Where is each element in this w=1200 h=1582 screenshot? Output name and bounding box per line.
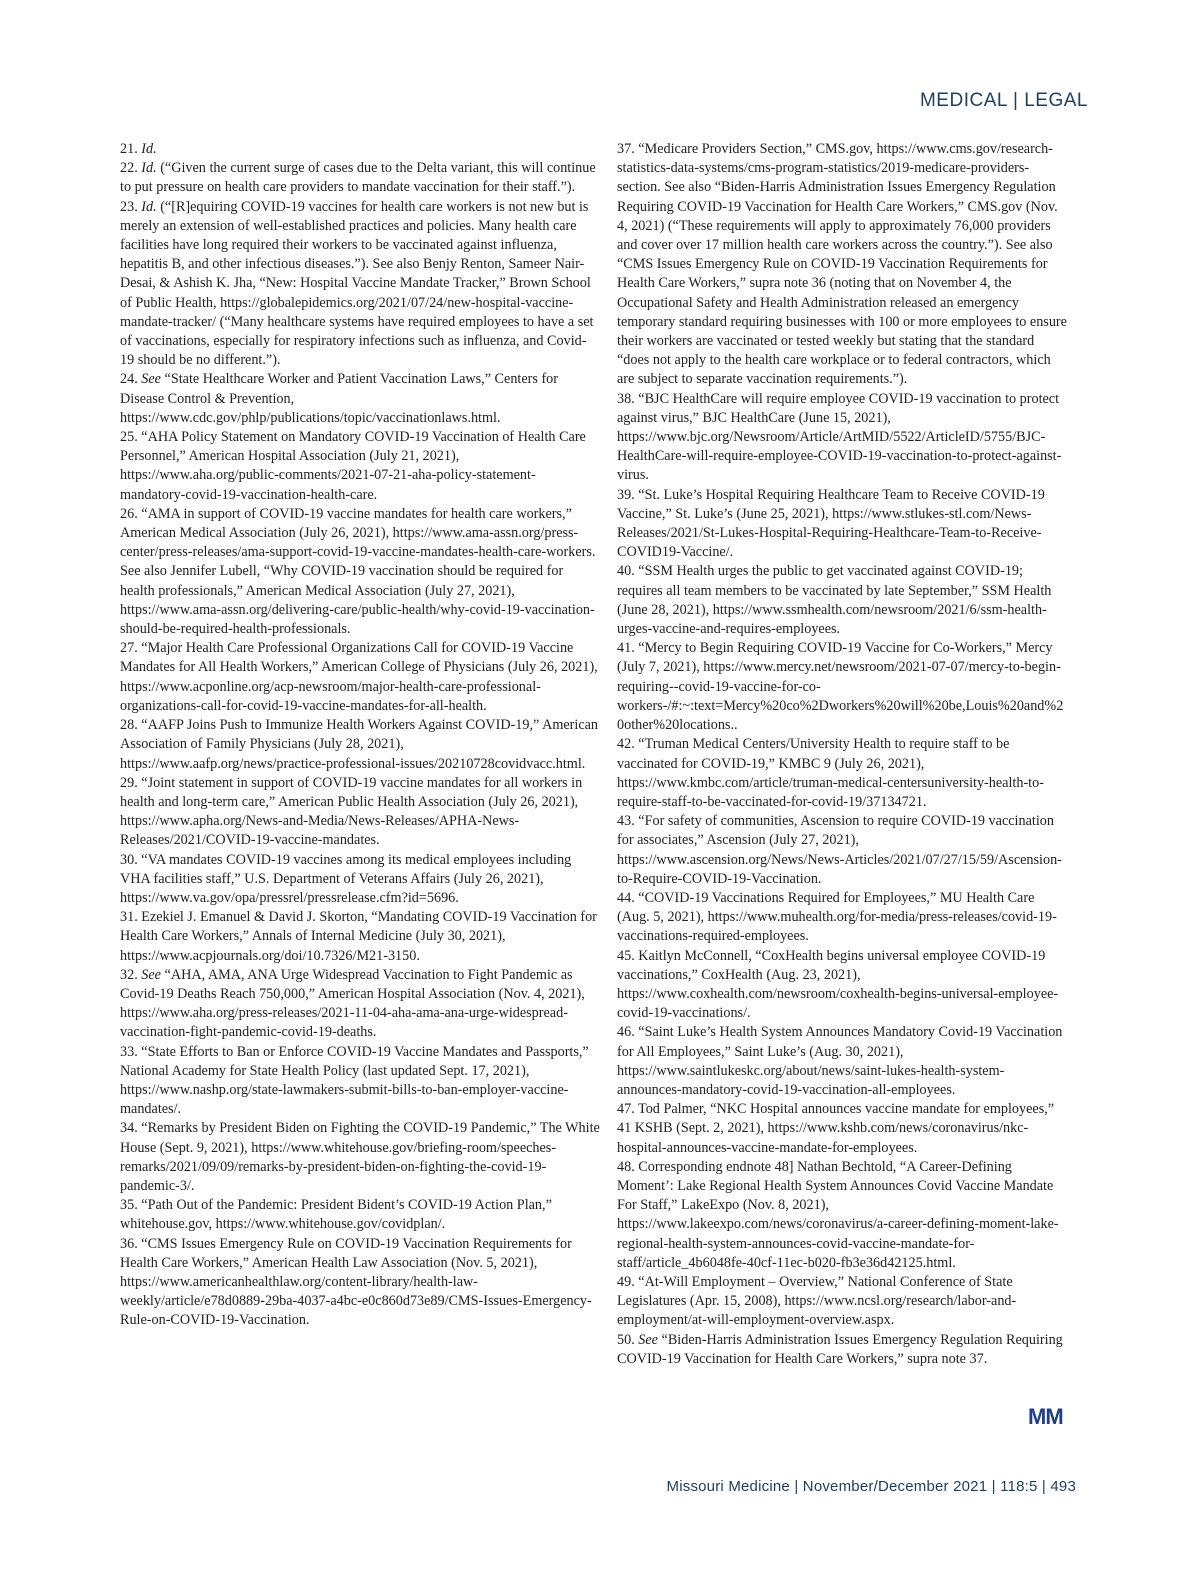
endnote-number: 50. bbox=[617, 1331, 635, 1348]
endnote bbox=[617, 1331, 1067, 1369]
endnote-text: “AAFP Joins Push to Immunize Health Workers Against COVID-19,” American Association of Family Physicians (July 28, 2021), https://www.aafp.org/news/practice-professional-issues/20210728covidvacc.html. bbox=[120, 717, 599, 772]
endnote-text: “CMS Issues Emergency Rule on COVID-19 Vaccination Requirements for Health Care Workers,” American Health Law Association (Nov. 5, 2021), https://www.americanhealthlaw.org/content-library/health-law-weekly/article/e78d0889-29ba-4037-a4bc-e0c860d73e89/CMS-Issues-Emergency-Rule-on-COVID-19-Vaccination. bbox=[120, 1235, 592, 1329]
endnote bbox=[120, 1119, 600, 1196]
endnote-text: “Major Health Care Professional Organizations Call for COVID-19 Vaccine Mandates for All Health Workers,” American College of Physicians (July 26, 2021), https://www.acponline.org/acp-newsroom/major-health-care-professional-organizations-call-for-covid-19-vaccine-mandates-for-all-health. bbox=[120, 640, 598, 714]
endnote-text: “Joint statement in support of COVID-19 vaccine mandates for all workers in health and long-term care,” American Public Health Association (July 26, 2021), https://www.apha.org/News-and-Media/News-Releases/APHA-News-Releases/2021/COVID-19-vaccine-mandates. bbox=[120, 774, 583, 849]
endnotes-right-column bbox=[617, 140, 1067, 1369]
endnote-text: Ezekiel J. Emanuel & David J. Skorton, “Mandating COVID-19 Vaccination for Health Care Workers,” Annals of Internal Medicine (July 30, 2021), https://www.acpjournals.org/doi/10.7326/M21-3150. bbox=[120, 909, 597, 964]
endnote-number: 45. bbox=[617, 947, 635, 964]
endnote-text: “Medicare Providers Section,” CMS.gov, https://www.cms.gov/research-statistics-data-systems/cms-program-statistics/2019-medicare-providers-section. See also “Biden-Harris Administration Issues Emergency Regulation Requiring COVID-19 Vaccination for Health Care Workers,” CMS.gov (Nov. 4, 2021) (“These requirements will apply to approximately 76,000 providers and cover over 17 million health care workers across the country.”). See also “CMS Issues Emergency Rule on COVID-19 Vaccination Requirements for Health Care Workers,” supra note 36 (noting that on November 4, the Occupational Safety and Health Administration released an emergency temporary standard requiring businesses with 100 or more employees to ensure their workers are vaccinated or tested weekly but stating that the standard “does not apply to the health care workplace or to federal contractors, which are subject to separate vaccination requirements.”). bbox=[617, 141, 1067, 388]
endnote-signal: See bbox=[141, 371, 161, 388]
endnote-text: “For safety of communities, Ascension to require COVID-19 vaccination for associates,” Ascension (July 27, 2021), https://www.ascension.org/News/News-Articles/2021/07/27/15/59/Ascension-to-Require-COVID-19-Vaccination. bbox=[617, 813, 1062, 887]
endnote bbox=[617, 390, 1067, 486]
endnote-text: (“Given the current surge of cases due to the Delta variant, this will continue to put pressure on health care providers to mandate vaccination for their staff.”). bbox=[120, 160, 596, 196]
endnote bbox=[120, 159, 600, 197]
page-footer: Missouri Medicine | November/December 2021 | 118:5 | 493 bbox=[666, 1478, 1076, 1495]
endnote bbox=[120, 908, 600, 966]
endnote-text: “Truman Medical Centers/University Health to require staff to be vaccinated for COVID-19,” KMBC 9 (July 26, 2021), https://www.kmbc.com/article/truman-medical-centersuniversity-health-to-require-staff-to-be-vaccinated-for-covid-19/37134721. bbox=[617, 736, 1044, 810]
endnote bbox=[617, 639, 1067, 735]
endnote-text: “Remarks by President Biden on Fighting the COVID-19 Pandemic,” The White House (Sept. 9, 2021), https://www.whitehouse.gov/briefing-room/speeches-remarks/2021/09/09/remarks-by-president-biden-on-fighting-the-covid-19-pandemic-3/. bbox=[120, 1120, 600, 1194]
endnote bbox=[617, 1023, 1067, 1100]
endnote-text: Kaitlyn McConnell, “CoxHealth begins universal employee COVID-19 vaccinations,” CoxHealth (Aug. 23, 2021), https://www.coxhealth.com/newsroom/coxhealth-begins-universal-employee-covid-19-vaccinations/. bbox=[617, 947, 1059, 1022]
section-header: MEDICAL | LEGAL bbox=[919, 90, 1088, 111]
endnote-number: 42. bbox=[617, 736, 635, 753]
endnote-number: 49. bbox=[617, 1273, 635, 1290]
endnote bbox=[617, 812, 1067, 889]
endnote-text: Corresponding endnote 48] Nathan Bechtold, “A Career-Defining Moment’: Lake Regional Health System Announces Covid Vaccine Mandate For Staff,” LakeExpo (Nov. 8, 2021), https://www.lakeexpo.com/news/coronavirus/a-career-defining-moment-lake-regional-health-system-announces-covid-vaccine-mandate-for-staff/article_4b6048fe-40cf-11ec-b020-fb3e36d42125.html. bbox=[617, 1158, 1059, 1271]
endnote bbox=[120, 774, 600, 851]
endnote-text: (“[R]equiring COVID-19 vaccines for health care workers is not new but is merely an extension of well-established practices and policies. Many health care facilities have long required their workers to be vaccinated against influenza, hepatitis B, and other infectious diseases.”). See also Benjy Renton, Sameer Nair-Desai, & Ashish K. Jha, “New: Hospital Vaccine Mandate Tracker,” Brown School of Public Health, https://globalepidemics.org/2021/07/24/new-hospital-vaccine-mandate-tracker/ (“Many healthcare systems have required employees to have a set of vaccinations, especially for respiratory infections such as influenza, and Covid-19 should be no different.”). bbox=[120, 198, 594, 369]
endnote-signal: Id. bbox=[141, 198, 157, 215]
endnote bbox=[120, 428, 600, 505]
endnote bbox=[617, 140, 1067, 390]
endnote-text: “AHA Policy Statement on Mandatory COVID-19 Vaccination of Health Care Personnel,” American Hospital Association (July 21, 2021), https://www.aha.org/public-comments/2021-07-21-aha-policy-statement-mandatory-covid-19-vaccination-health-care. bbox=[120, 429, 586, 503]
endnote bbox=[120, 1043, 600, 1120]
endnote-number: 33. bbox=[120, 1043, 138, 1060]
endnote bbox=[617, 735, 1067, 812]
endnote-text: “State Healthcare Worker and Patient Vaccination Laws,” Centers for Disease Control & Prevention, https://www.cdc.gov/phlp/publications/topic/vaccinationlaws.html. bbox=[120, 371, 558, 426]
endnote bbox=[617, 1158, 1067, 1273]
endnotes-left-column bbox=[120, 140, 600, 1331]
endnote bbox=[617, 562, 1067, 639]
endnote-number: 39. bbox=[617, 486, 635, 503]
endnote-text: “State Efforts to Ban or Enforce COVID-19 Vaccine Mandates and Passports,” National Academy for State Health Policy (last updated Sept. 17, 2021), https://www.nashp.org/state-lawmakers-submit-bills-to-ban-employer-vaccine-mandates/. bbox=[120, 1043, 589, 1118]
endnote-number: 34. bbox=[120, 1120, 138, 1137]
endnote-signal: Id. bbox=[141, 141, 157, 157]
endnote bbox=[617, 947, 1067, 1024]
endnote bbox=[120, 1235, 600, 1331]
endnote-number: 27. bbox=[120, 640, 138, 657]
endnote bbox=[120, 505, 600, 639]
endnote-number: 22. bbox=[120, 160, 138, 177]
endnote bbox=[120, 140, 600, 159]
endnote bbox=[120, 1196, 600, 1234]
endnote-signal: See bbox=[141, 966, 161, 983]
endnote bbox=[120, 851, 600, 909]
endnote-text: Tod Palmer, “NKC Hospital announces vaccine mandate for employees,” 41 KSHB (Sept. 2, 2021), https://www.kshb.com/news/coronavirus/nkc-hospital-announces-vaccine-mandate-for-employees. bbox=[617, 1101, 1055, 1156]
endnote-number: 46. bbox=[617, 1024, 635, 1041]
endnote-text: “Biden-Harris Administration Issues Emergency Regulation Requiring COVID-19 Vaccination for Health Care Workers,” supra note 37. bbox=[617, 1331, 1063, 1367]
endnote bbox=[120, 198, 600, 371]
endnote bbox=[120, 716, 600, 774]
endnote bbox=[120, 639, 600, 716]
endnote-signal: See bbox=[638, 1331, 658, 1348]
endnote-text: “Saint Luke’s Health System Announces Mandatory Covid-19 Vaccination for All Employees,” Saint Luke’s (Aug. 30, 2021), https://www.saintlukeskc.org/about/news/saint-lukes-health-system-announces-mandatory-covid-19-vaccination-all-employees. bbox=[617, 1024, 1063, 1098]
endnote-text: “Path Out of the Pandemic: President Bident’s COVID-19 Action Plan,” whitehouse.gov, https://www.whitehouse.gov/covidplan/. bbox=[120, 1197, 552, 1233]
endnote-number: 36. bbox=[120, 1235, 138, 1252]
endnote-number: 32. bbox=[120, 966, 138, 983]
endnote-text: “BJC HealthCare will require employee COVID-19 vaccination to protect against virus,” BJC HealthCare (June 15, 2021), https://www.bjc.org/Newsroom/Article/ArtMID/5522/ArticleID/5755/BJC-HealthCare-will-require-employee-COVID-19-vaccination-to-protect-against-virus. bbox=[617, 390, 1062, 484]
endnote-number: 40. bbox=[617, 563, 635, 580]
missouri-medicine-logo: MM bbox=[1028, 1404, 1063, 1429]
endnote-number: 24. bbox=[120, 371, 138, 388]
endnote-number: 47. bbox=[617, 1101, 635, 1118]
endnote-text: “Mercy to Begin Requiring COVID-19 Vaccine for Co-Workers,” Mercy (July 7, 2021), https://www.mercy.net/newsroom/2021-07-07/mercy-to-begin-requiring--covid-19-vaccine-for-co-workers-/#:~:text=Mercy%20co%2Dworkers%20will%20be,Louis%20and%20other%20locations.. bbox=[617, 640, 1064, 734]
endnote-number: 25. bbox=[120, 429, 138, 446]
endnote-text: “St. Luke’s Hospital Requiring Healthcare Team to Receive COVID-19 Vaccine,” St. Luke’s (June 25, 2021), https://www.stlukes-stl.com/News-Releases/2021/St-Lukes-Hospital-Requiring-Healthcare-Team-to-Receive-COVID19-Vaccine/. bbox=[617, 486, 1045, 561]
endnote bbox=[617, 1273, 1067, 1331]
endnote-number: 43. bbox=[617, 813, 635, 830]
endnote-number: 31. bbox=[120, 909, 138, 926]
endnote bbox=[120, 966, 600, 1043]
endnote-text: “COVID-19 Vaccinations Required for Employees,” MU Health Care (Aug. 5, 2021), https://www.muhealth.org/for-media/press-releases/covid-19-vaccinations-required-employees. bbox=[617, 889, 1057, 945]
endnote-text: “SSM Health urges the public to get vaccinated against COVID-19; requires all team members to be vaccinated by late September,” SSM Health (June 28, 2021), https://www.ssmhealth.com/newsroom/2021/6/ssm-health-urges-vaccine-and-requires-employees. bbox=[617, 563, 1052, 638]
endnote-number: 26. bbox=[120, 505, 138, 522]
endnote-text: “At-Will Employment – Overview,” National Conference of State Legislatures (Apr. 15, 2008), https://www.ncsl.org/research/labor-and-employment/at-will-employment-overview.aspx. bbox=[617, 1273, 1017, 1329]
endnote-number: 30. bbox=[120, 851, 138, 868]
endnote-number: 48. bbox=[617, 1158, 635, 1175]
endnote-number: 35. bbox=[120, 1197, 138, 1214]
endnote-text: “AMA in support of COVID-19 vaccine mandates for health care workers,” American Medical Association (July 26, 2021), https://www.ama-assn.org/press-center/press-releases/ama-support-covid-19-vaccine-mandates-health-care-workers. See also Jennifer Lubell, “Why COVID-19 vaccination should be required for health professionals,” American Medical Association (July 27, 2021), https://www.ama-assn.org/delivering-care/public-health/why-covid-19-vaccination-should-be-required-health-professionals. bbox=[120, 505, 596, 638]
endnote-number: 38. bbox=[617, 390, 635, 407]
endnote-number: 37. bbox=[617, 141, 635, 157]
endnote-number: 28. bbox=[120, 717, 138, 734]
endnote-text: “VA mandates COVID-19 vaccines among its medical employees including VHA facilities staff,” U.S. Department of Veterans Affairs (July 26, 2021), https://www.va.gov/opa/pressrel/pressrelease.cfm?id=5696. bbox=[120, 851, 572, 906]
endnote bbox=[617, 889, 1067, 947]
endnote-number: 29. bbox=[120, 774, 138, 791]
endnote-signal: Id. bbox=[141, 160, 157, 177]
endnote-number: 44. bbox=[617, 889, 635, 906]
endnote-number: 21. bbox=[120, 141, 138, 157]
endnote bbox=[617, 1100, 1067, 1158]
endnote-number: 41. bbox=[617, 640, 635, 657]
endnote bbox=[120, 370, 600, 428]
endnote bbox=[617, 486, 1067, 563]
endnote-text: “AHA, AMA, ANA Urge Widespread Vaccination to Fight Pandemic as Covid-19 Deaths Reach 750,000,” American Hospital Association (Nov. 4, 2021), https://www.aha.org/press-releases/2021-11-04-aha-ama-ana-urge-widespread-vaccination-fight-pandemic-covid-19-deaths. bbox=[120, 966, 585, 1041]
endnote-number: 23. bbox=[120, 198, 138, 215]
